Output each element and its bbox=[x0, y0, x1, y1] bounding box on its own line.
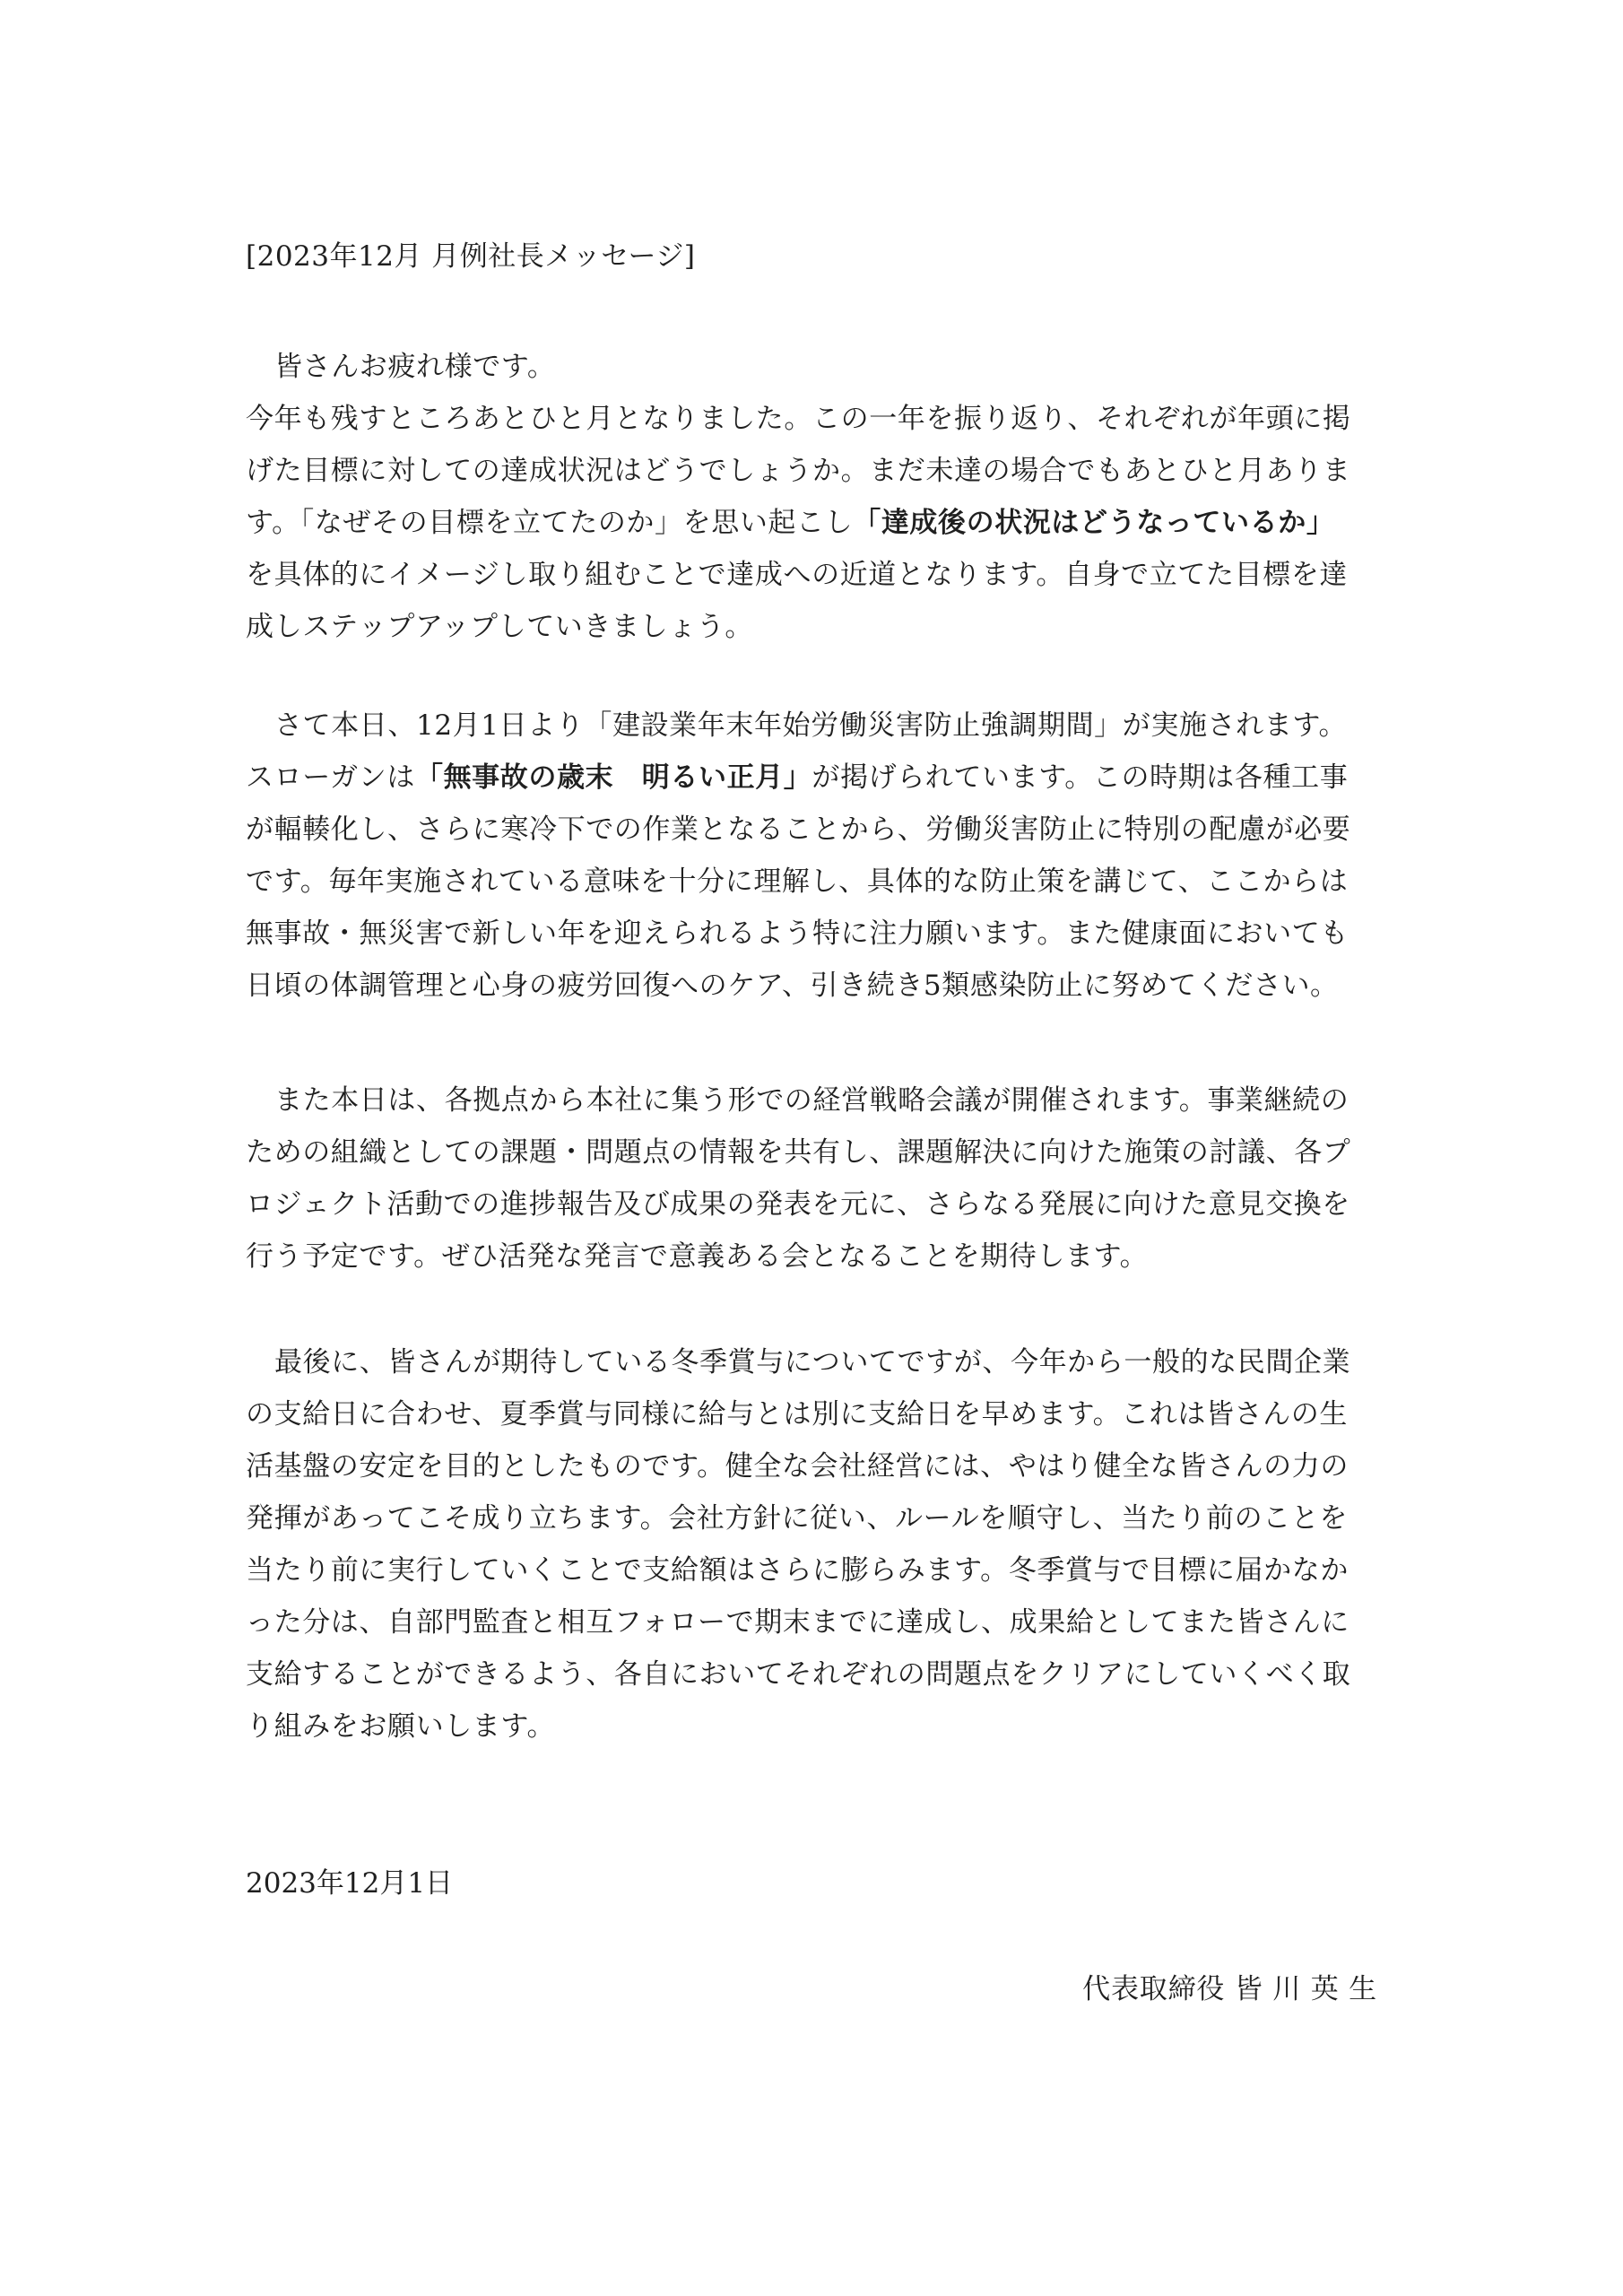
text-line: 今年も残すところあとひと月となりました。この一年を振り返り、それぞれが年頭に掲 bbox=[246, 403, 1351, 435]
text-line: り組みをお願いします。 bbox=[246, 1710, 556, 1743]
text-line: 行う予定です。ぜひ活発な発言で意義ある会となることを期待します。 bbox=[246, 1240, 1149, 1273]
text-line: 無事故・無災害で新しい年を迎えられるよう特に注力願います。また健康面においても bbox=[246, 918, 1349, 950]
text-segment: す。「なぜその目標を立てたのか」を思い起こし bbox=[246, 507, 854, 539]
signature: 代表取締役 皆 川 英 生 bbox=[1082, 1973, 1377, 2005]
text-line: 成しステップアップしていきましょう。 bbox=[246, 611, 754, 643]
text-line: 最後に、皆さんが期待している冬季賞与についてですが、今年から一般的な民間企業 bbox=[274, 1346, 1351, 1378]
slogan-text: 「無事故の歳末 明るい正月」 bbox=[414, 761, 812, 794]
text-line bbox=[246, 497, 1377, 549]
text-segment: が掲げられています。この時期は各種工事 bbox=[812, 761, 1349, 794]
text-line: げた目標に対しての達成状況はどうでしょうか。まだ未達の場合でもあとひと月ありま bbox=[246, 455, 1351, 487]
text-line bbox=[246, 752, 1377, 804]
text-line: 発揮があってこそ成り立ちます。会社方針に従い、ルールを順守し、当たり前のことを bbox=[246, 1502, 1348, 1535]
text-line: った分は、自部門監査と相互フォローで期末までに達成し、成果給としてまた皆さんに bbox=[246, 1606, 1350, 1639]
text-line: ための組織としての課題・問題点の情報を共有し、課題解決に向けた施策の討議、各プ bbox=[246, 1136, 1351, 1169]
text-line: です。毎年実施されている意味を十分に理解し、具体的な防止策を講じて、ここからは bbox=[246, 865, 1349, 898]
text-line: また本日は、各拠点から本社に集う形での経営戦略会議が開催されます。事業継続の bbox=[274, 1084, 1350, 1117]
text-line: さて本日、12月1日より「建設業年末年始労働災害防止強調期間」が実施されます。 bbox=[274, 709, 1348, 742]
text-line: が輻輳化し、さらに寒冷下での作業となることから、労働災害防止に特別の配慮が必要 bbox=[246, 813, 1351, 846]
emphasis-text: 「達成後の状況はどうなっているか」 bbox=[853, 507, 1335, 539]
paragraph-strategy-meeting bbox=[246, 1074, 1377, 1283]
text-line: 支給することができるよう、各自においてそれぞれの問題点をクリアにしていくべく取 bbox=[246, 1658, 1351, 1691]
text-line: の支給日に合わせ、夏季賞与同様に給与とは別に支給日を早めます。これは皆さんの生 bbox=[246, 1398, 1348, 1431]
text-line: 日頃の体調管理と心身の疲労回復へのケア、引き続き5類感染防止に努めてください。 bbox=[246, 970, 1339, 1002]
message-heading: [2023年12月 月例社長メッセージ] bbox=[246, 240, 696, 273]
text-line: を具体的にイメージし取り組むことで達成への近道となります。自身で立てた目標を達 bbox=[246, 559, 1348, 591]
paragraph-winter-bonus bbox=[246, 1336, 1377, 1752]
paragraph-greeting bbox=[246, 341, 1377, 653]
text-segment: スローガンは bbox=[246, 761, 415, 794]
document-date: 2023年12月1日 bbox=[246, 1867, 454, 1900]
paragraph-safety-campaign bbox=[246, 700, 1377, 1012]
text-line: 当たり前に実行していくことで支給額はさらに膨らみます。冬季賞与で目標に届かなか bbox=[246, 1554, 1349, 1587]
text-line: 皆さんお疲れ様です。 bbox=[274, 351, 556, 383]
text-line: 活基盤の安定を目的としたものです。健全な会社経営には、やはり健全な皆さんの力の bbox=[246, 1450, 1349, 1483]
text-line: ロジェクト活動での進捗報告及び成果の発表を元に、さらなる発展に向けた意見交換を bbox=[246, 1188, 1350, 1221]
